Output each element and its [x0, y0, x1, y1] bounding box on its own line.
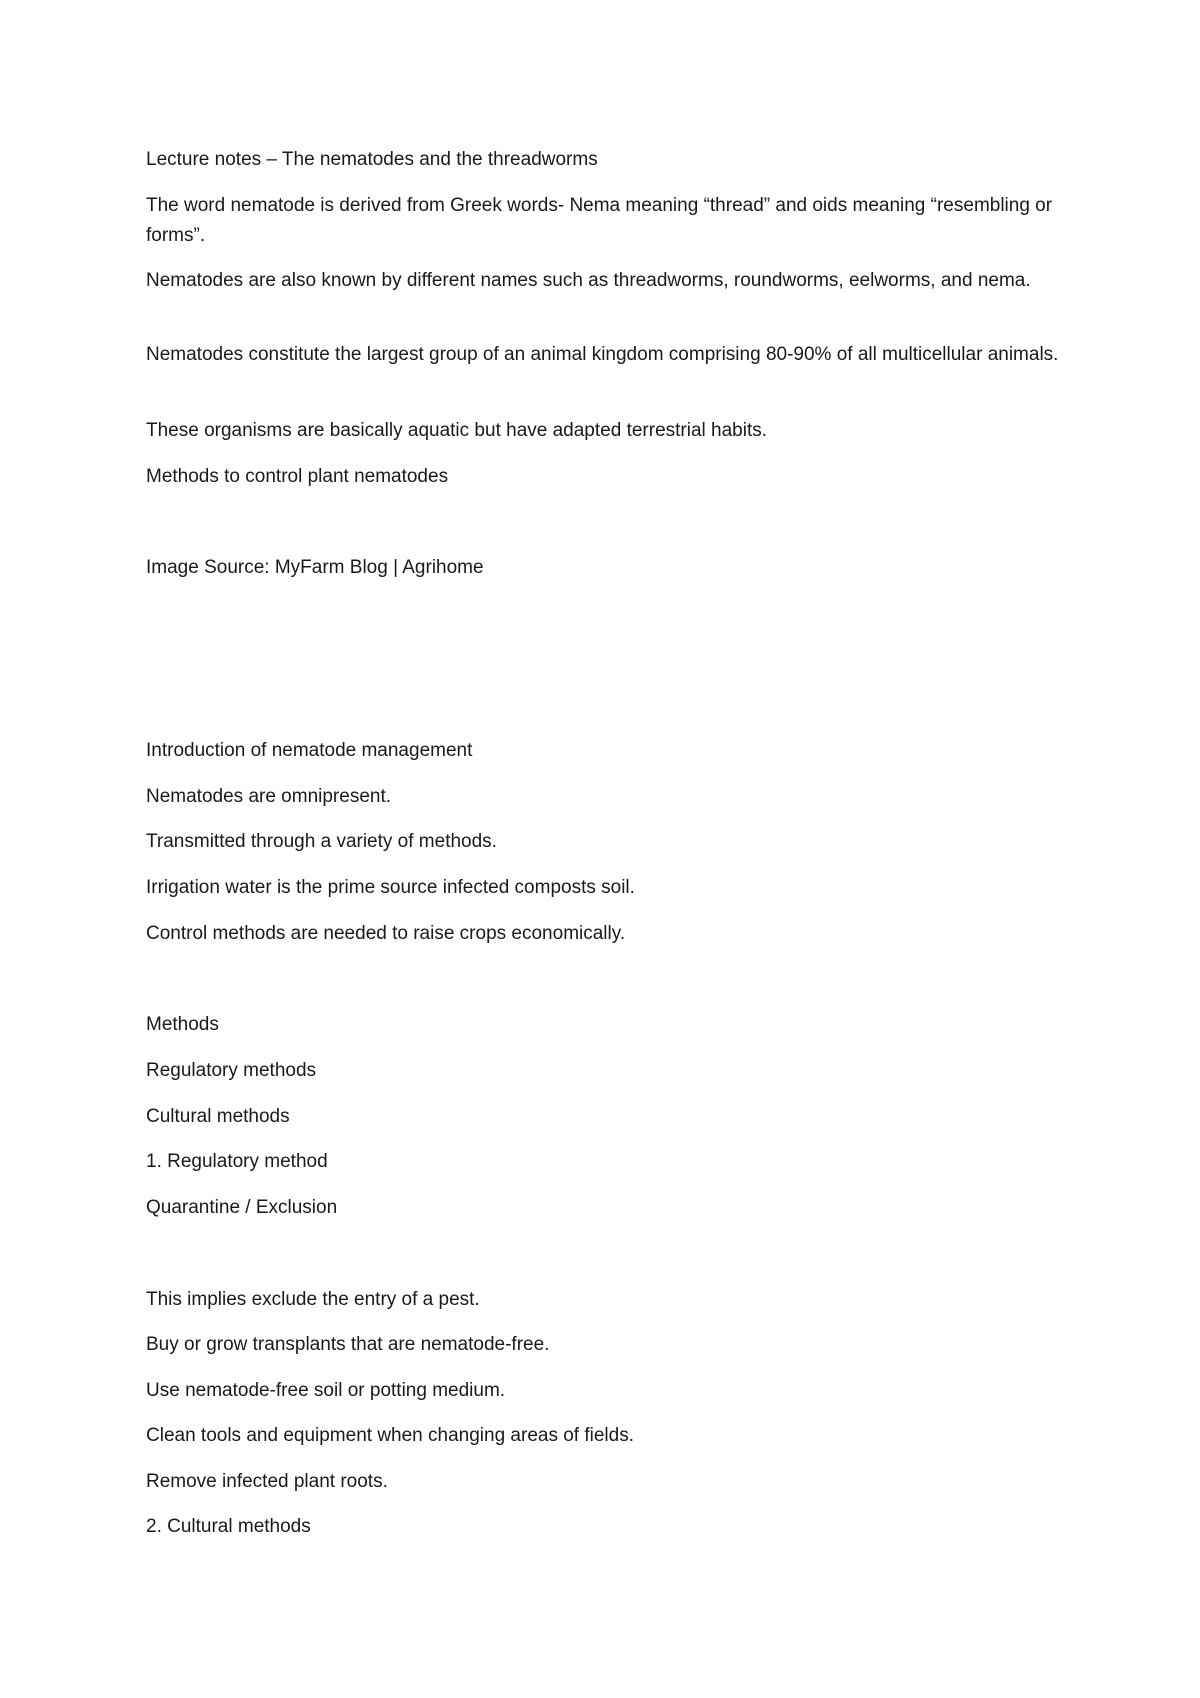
heading-introduction: Introduction of nematode management [146, 740, 473, 761]
lecture-title: Lecture notes – The nematodes and the threadworms [146, 149, 598, 170]
list-item: Remove infected plant roots. [146, 1471, 388, 1492]
list-item: Regulatory methods [146, 1060, 317, 1081]
list-item: Buy or grow transplants that are nematode-free. [146, 1334, 550, 1355]
paragraph-habits: These organisms are basically aquatic but have adapted terrestrial habits. [146, 420, 768, 441]
list-item: This implies exclude the entry of a pest. [146, 1289, 480, 1310]
list-item: Transmitted through a variety of methods. [146, 831, 497, 852]
paragraph-nematode-etymology: The word nematode is derived from Greek words- Nema meaning “thread” and oids meaning “resembling or forms”. [146, 195, 1053, 246]
heading-cultural-methods: 2. Cultural methods [146, 1516, 311, 1537]
list-item: Clean tools and equipment when changing areas of fields. [146, 1425, 634, 1446]
list-item: Nematodes are omnipresent. [146, 786, 392, 807]
paragraph-largest-group: Nematodes constitute the largest group of an animal kingdom comprising 80-90% of all multicellular animals. [146, 344, 1059, 365]
subheading-quarantine: Quarantine / Exclusion [146, 1197, 338, 1218]
paragraph-other-names: Nematodes are also known by different names such as threadworms, roundworms, eelworms, and nema. [146, 270, 1031, 291]
list-item: Irrigation water is the prime source infected composts soil. [146, 877, 635, 898]
list-item: Cultural methods [146, 1106, 290, 1127]
image-source-caption: Image Source: MyFarm Blog | Agrihome [146, 557, 484, 578]
list-item: Control methods are needed to raise crops economically. [146, 923, 626, 944]
heading-regulatory-method: 1. Regulatory method [146, 1151, 328, 1172]
heading-control-methods: Methods to control plant nematodes [146, 466, 449, 487]
heading-methods: Methods [146, 1014, 219, 1035]
list-item: Use nematode-free soil or potting medium. [146, 1380, 506, 1401]
